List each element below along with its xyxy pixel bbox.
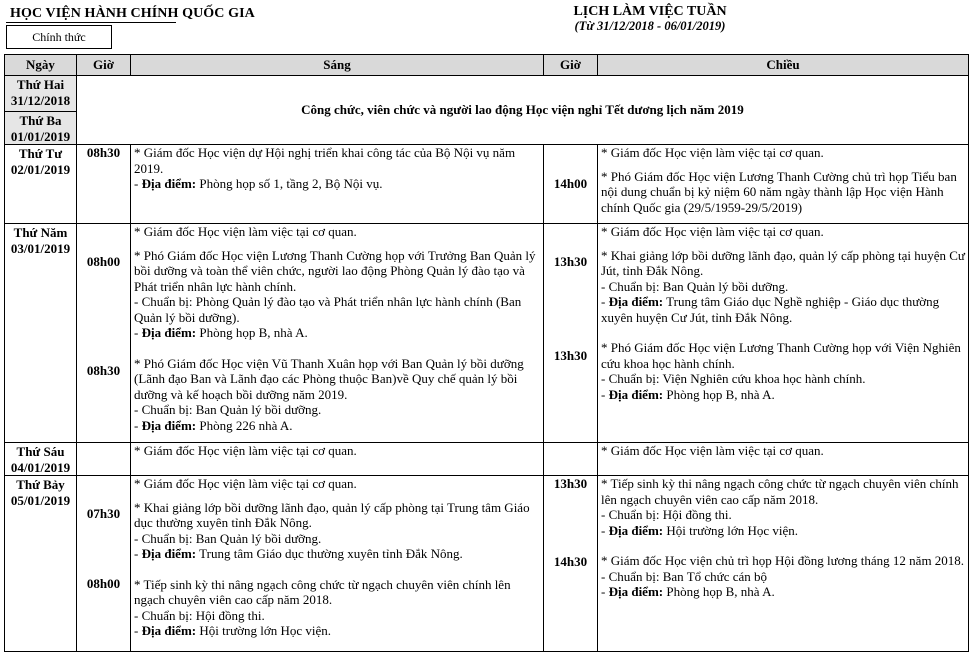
event-location: - Địa điểm: Phòng họp B, nhà A. <box>601 386 775 402</box>
event-location: - Địa điểm: Hội trường lớn Học viện. <box>134 623 332 638</box>
col-header-morning: Sáng <box>131 55 544 76</box>
table-row <box>5 76 969 112</box>
day-date: 01/01/2019 <box>10 128 71 144</box>
time-label: 08h30 <box>86 145 121 160</box>
time-label: 08h00 <box>86 575 121 591</box>
event-prep: - Chuẩn bị: Ban Quản lý bồi dưỡng. <box>134 530 322 546</box>
event-location: - Địa điểm: Trung tâm Giáo dục Nghề nghiệp - Giáo dục thường xuyên huyện Cư Jút, tỉnh Đắk Nông. <box>601 294 940 325</box>
event-prep: - Chuẩn bị: Hội đồng thi. <box>134 607 265 623</box>
col-header-time: Giờ <box>77 55 131 76</box>
location-value: Hội trường lớn Học viện. <box>199 623 332 638</box>
morning-cell <box>131 145 544 224</box>
event-location: - Địa điểm: Trung tâm Giáo dục thường xuyên tỉnh Đắk Nông. <box>134 546 463 561</box>
event-prep: - Chuẩn bị: Ban Quản lý bồi dưỡng. <box>134 402 322 417</box>
event-location: - Địa điểm: Phòng 226 nhà A. <box>134 417 293 433</box>
status-badge: Chính thức <box>6 25 112 49</box>
day-name: Thứ Năm <box>13 225 68 240</box>
location-value: Phòng họp B, nhà A. <box>199 325 308 340</box>
time-label: 14h30 <box>553 553 588 569</box>
time-label: 13h30 <box>553 476 588 491</box>
event-prep: - Chuẩn bị: Phòng Quản lý đào tạo và Phát triển nhân lực hành chính (Ban Quản lý bồi dưỡng). <box>134 294 522 325</box>
day-name: Thứ Bảy <box>16 477 65 492</box>
time-cell <box>77 145 131 224</box>
event-text: * Tiếp sinh kỳ thi nâng ngạch công chức từ ngạch chuyên viên chính lên ngạch chuyên viên cao cấp năm 2018. <box>134 576 511 607</box>
event-text: * Tiếp sinh kỳ thi nâng ngạch công chức từ ngạch chuyên viên chính lên ngạch chuyên viên cao cấp năm 2018. <box>601 476 959 507</box>
day-cell <box>5 112 77 145</box>
day-cell <box>5 443 77 476</box>
location-label: Địa điểm: <box>141 417 197 433</box>
header-row <box>5 55 969 76</box>
day-name: Thứ Sáu <box>16 444 65 459</box>
event-text: * Phó Giám đốc Học viện Vũ Thanh Xuân họp với Ban Quản lý bồi dưỡng (Lãnh đạo Ban và Lãnh đạo các Phòng thuộc Ban)về Quy chế quản lý bồi dưỡng và kế hoạch bồi dưỡng năm 2019. <box>134 355 524 402</box>
org-name: HỌC VIỆN HÀNH CHÍNH QUỐC GIA <box>10 6 255 21</box>
location-label: Địa điểm: <box>608 584 664 599</box>
location-label: Địa điểm: <box>141 623 197 638</box>
event-text: * Khai giảng lớp bồi dưỡng lãnh đạo, quản lý cấp phòng tại Trung tâm Giáo dục thường xuyên tỉnh Đắk Nông. <box>134 499 530 530</box>
event-location: - Địa điểm: Phòng họp số 1, tầng 2, Bộ Nội vụ. <box>134 176 383 191</box>
holiday-notice: Công chức, viên chức và người lao động Học viện nghỉ Tết dương lịch năm 2019 <box>77 76 969 145</box>
time-cell <box>544 224 598 443</box>
event-text: * Phó Giám đốc Học viện Lương Thanh Cường họp với Trưởng Ban Quản lý bồi dưỡng và toàn thể viên chức, người lao động Phòng Quản lý đào tạo và Phát triển nhân lực hành chính. <box>134 247 536 294</box>
location-value: Trung tâm Giáo dục Nghề nghiệp - Giáo dục thường xuyên huyện Cư Jút, tỉnh Đắk Nông. <box>601 294 940 325</box>
location-value: Phòng 226 nhà A. <box>199 417 293 433</box>
event-prep: - Chuẩn bị: Viện Nghiên cứu khoa học hành chính. <box>601 371 866 386</box>
table-row <box>5 145 969 224</box>
day-cell <box>5 476 77 652</box>
day-name: Thứ Tư <box>18 146 63 161</box>
page-title: LỊCH LÀM VIỆC TUẦN <box>573 4 727 19</box>
afternoon-cell <box>598 476 969 652</box>
event-text: * Giám đốc Học viện làm việc tại cơ quan. <box>601 145 824 160</box>
time-label: 07h30 <box>86 506 121 521</box>
event-text: * Giám đốc Học viện chủ trì họp Hội đồng lương tháng 12 năm 2018. <box>601 553 965 568</box>
day-name: Thứ Ba <box>19 113 62 128</box>
title-block <box>520 4 780 34</box>
col-header-afternoon: Chiều <box>598 55 969 76</box>
time-cell <box>544 145 598 224</box>
location-label: Địa điểm: <box>141 546 197 561</box>
afternoon-cell <box>598 224 969 443</box>
morning-cell <box>131 224 544 443</box>
time-label: 14h00 <box>553 176 588 191</box>
day-date: 03/01/2019 <box>10 240 71 256</box>
event-text: * Giám đốc Học viện làm việc tại cơ quan. <box>134 224 357 239</box>
time-label: 08h30 <box>86 362 121 378</box>
event-prep: - Chuẩn bị: Ban Quản lý bồi dưỡng. <box>601 278 789 294</box>
location-label: Địa điểm: <box>608 522 664 538</box>
event-prep: - Chuẩn bị: Ban Tổ chức cán bộ <box>601 568 768 584</box>
time-cell <box>77 476 131 652</box>
location-value: Phòng họp B, nhà A. <box>666 584 775 599</box>
event-text: * Giám đốc Học viện làm việc tại cơ quan. <box>601 443 824 458</box>
date-range: (Từ 31/12/2018 - 06/01/2019) <box>574 19 726 33</box>
time-cell <box>77 443 131 476</box>
event-text: * Giám đốc Học viện làm việc tại cơ quan. <box>134 476 357 491</box>
event-text: * Phó Giám đốc Học viện Lương Thanh Cường chủ trì họp Tiểu ban nội dung chuẩn bị kỷ niệm 60 năm ngày thành lập Học viện Hành chính Quốc gia (29/5/1959-29/5/2019) <box>601 168 957 215</box>
day-date: 05/01/2019 <box>10 492 71 508</box>
location-label: Địa điểm: <box>141 176 197 191</box>
location-value: Phòng họp B, nhà A. <box>666 386 775 402</box>
day-date: 31/12/2018 <box>10 92 71 108</box>
col-header-time2: Giờ <box>544 55 598 76</box>
day-cell <box>5 76 77 112</box>
time-cell <box>544 443 598 476</box>
afternoon-cell <box>598 145 969 224</box>
event-text: * Giám đốc Học viện dự Hội nghị triển khai công tác của Bộ Nội vụ năm 2019. <box>134 145 516 176</box>
location-label: Địa điểm: <box>608 386 664 402</box>
header-underline <box>6 22 176 23</box>
day-cell <box>5 145 77 224</box>
day-name: Thứ Hai <box>16 77 65 92</box>
location-value: Trung tâm Giáo dục thường xuyên tỉnh Đắk Nông. <box>199 546 463 561</box>
table-row <box>5 443 969 476</box>
table-row <box>5 476 969 652</box>
day-date: 04/01/2019 <box>10 459 71 475</box>
time-label: 13h30 <box>553 254 588 269</box>
day-cell <box>5 224 77 443</box>
time-label: 08h00 <box>86 254 121 269</box>
event-text: * Khai giảng lớp bồi dưỡng lãnh đạo, quản lý cấp phòng tại huyện Cư Jút, tỉnh Đắk Nông. <box>601 247 965 278</box>
schedule-table <box>4 54 969 652</box>
location-value: Phòng họp số 1, tầng 2, Bộ Nội vụ. <box>199 176 383 191</box>
time-cell <box>544 476 598 652</box>
event-prep: - Chuẩn bị: Hội đồng thi. <box>601 507 732 522</box>
morning-cell <box>131 476 544 652</box>
event-text: * Giám đốc Học viện làm việc tại cơ quan. <box>134 443 357 458</box>
morning-cell <box>131 443 544 476</box>
event-text: * Giám đốc Học viện làm việc tại cơ quan. <box>601 224 824 239</box>
location-label: Địa điểm: <box>608 294 664 309</box>
location-label: Địa điểm: <box>141 325 197 340</box>
event-text: * Phó Giám đốc Học viện Lương Thanh Cường họp với Viện Nghiên cứu khoa học hành chính. <box>601 340 961 371</box>
afternoon-cell <box>598 443 969 476</box>
event-location: - Địa điểm: Phòng họp B, nhà A. <box>601 584 775 599</box>
event-location: - Địa điểm: Phòng họp B, nhà A. <box>134 325 308 340</box>
day-date: 02/01/2019 <box>10 161 71 177</box>
location-value: Hội trường lớn Học viện. <box>666 522 799 538</box>
event-location: - Địa điểm: Hội trường lớn Học viện. <box>601 522 799 538</box>
table-row <box>5 224 969 443</box>
time-label: 13h30 <box>553 347 588 363</box>
col-header-day: Ngày <box>5 55 77 76</box>
time-cell <box>77 224 131 443</box>
